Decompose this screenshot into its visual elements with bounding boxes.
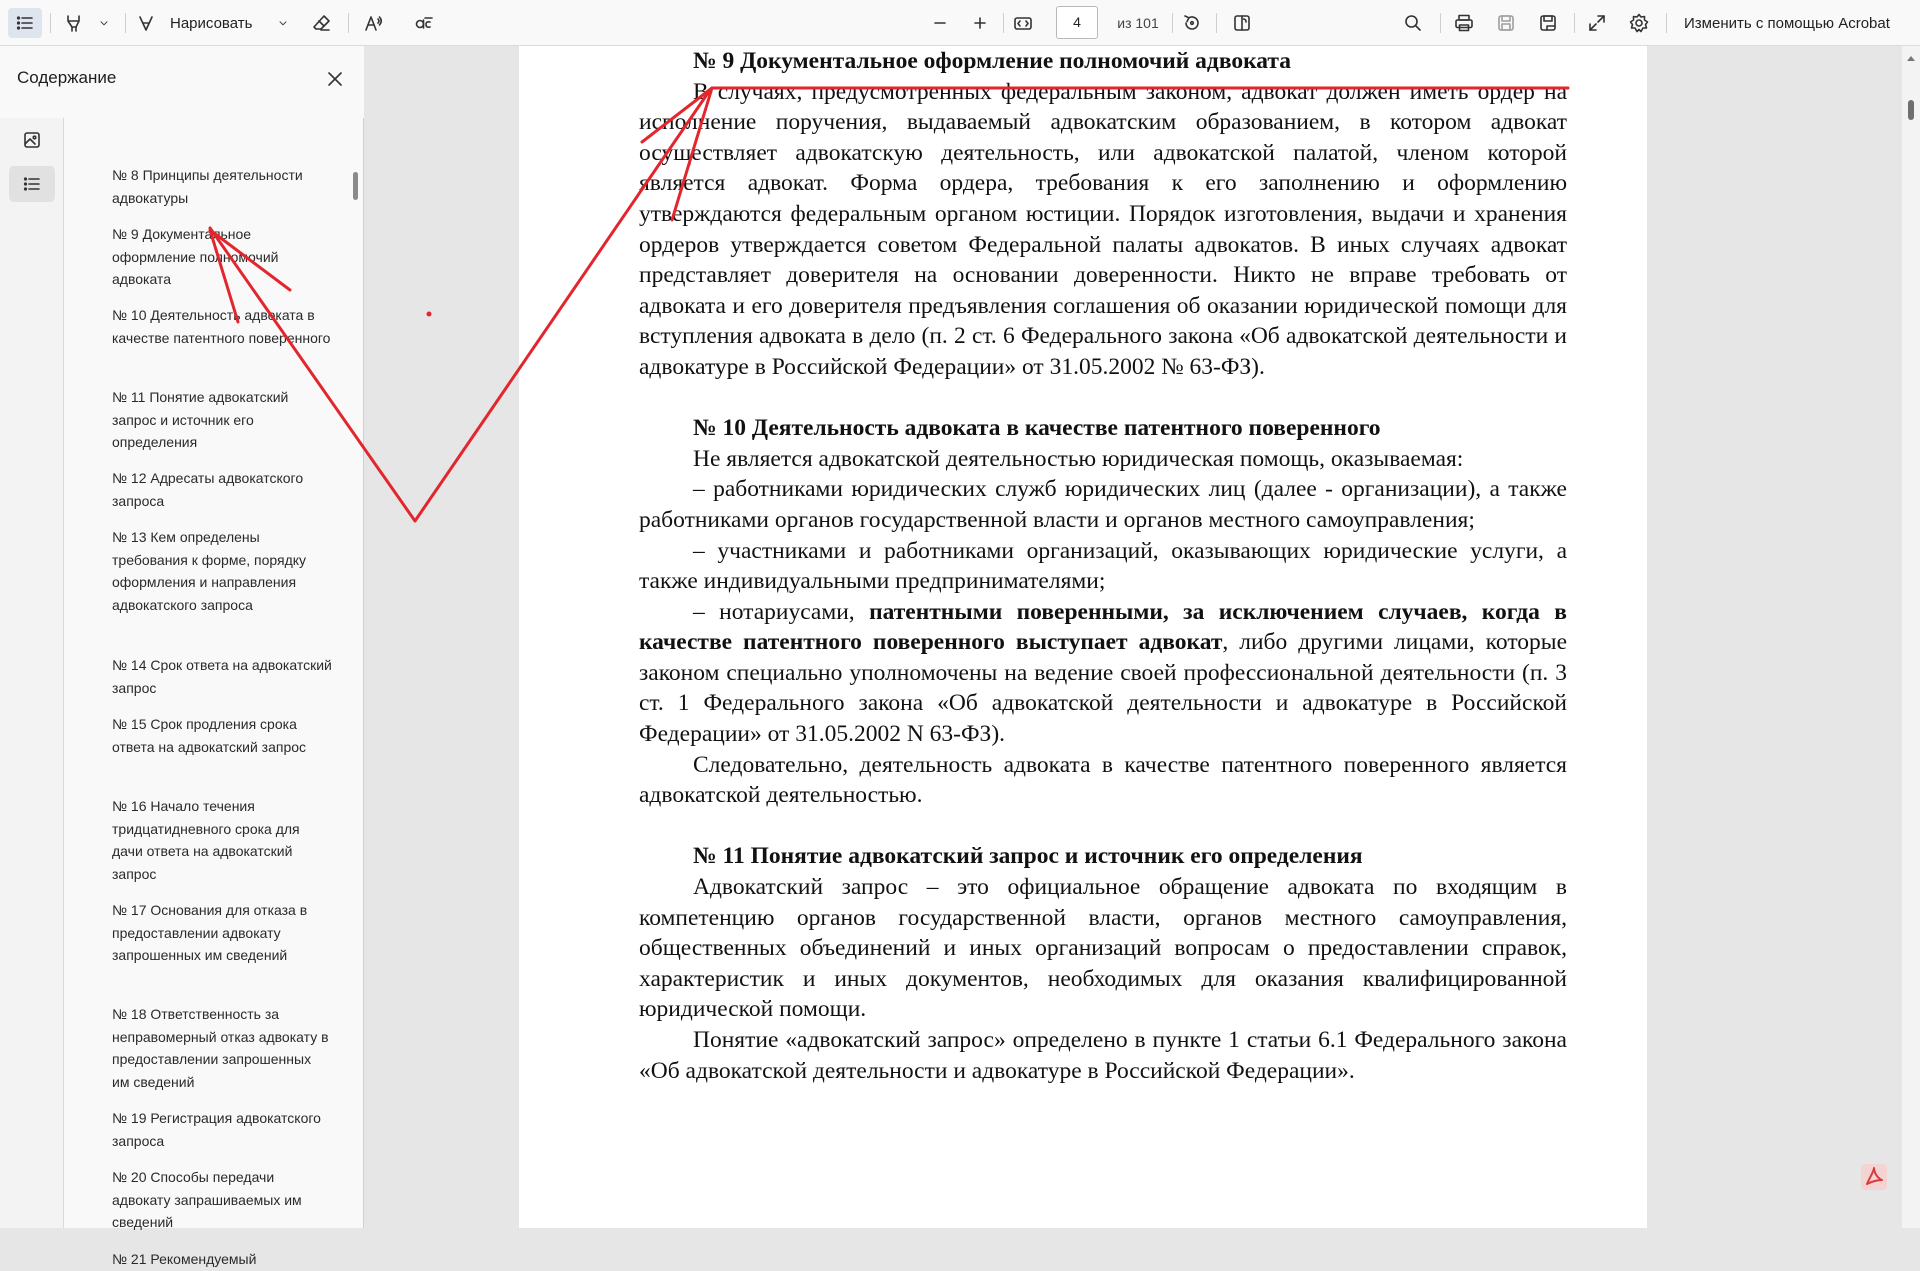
toc-item-10[interactable]: № 10 Деятельность адвоката в качестве патентного поверенного bbox=[112, 307, 331, 346]
section-11-heading: № 11 Понятие адвокатский запрос и источник его определения bbox=[693, 843, 1363, 870]
eraser-icon bbox=[312, 13, 332, 33]
toc-item-17[interactable]: № 17 Основания для отказа в предоставлении адвокату запрошенных им сведений bbox=[112, 902, 308, 964]
paragraph-gap bbox=[639, 383, 1567, 414]
save-button[interactable] bbox=[1489, 8, 1523, 38]
translate-icon bbox=[414, 13, 434, 33]
section-10-paragraph-5: Следовательно, деятельность адвоката в качестве патентного поверенного является адвокатской деятельностью. bbox=[639, 751, 1567, 809]
print-icon bbox=[1454, 13, 1474, 33]
highlighter-icon bbox=[63, 13, 83, 33]
settings-icon bbox=[1629, 13, 1649, 33]
zoom-in-button[interactable] bbox=[963, 8, 997, 38]
rotate-button[interactable] bbox=[1175, 8, 1209, 38]
toolbar-divider bbox=[1440, 13, 1441, 33]
draw-options-button[interactable] bbox=[273, 8, 293, 38]
toolbar-divider bbox=[1666, 13, 1667, 33]
contents-icon bbox=[15, 13, 35, 33]
document-scrollbar[interactable] bbox=[1902, 46, 1920, 1228]
toolbar-divider bbox=[50, 13, 51, 33]
edit-with-acrobat-label: Изменить с помощью Acrobat bbox=[1684, 14, 1890, 32]
highlight-button[interactable] bbox=[56, 8, 90, 38]
toolbar-divider bbox=[1216, 13, 1217, 33]
section-9-paragraph: В случаях, предусмотренных федеральным законом, адвокат должен иметь ордер на исполнение поручения, выдаваемый адвокатским образованием, в котором адвокат осуществляет адвокатскую деятельность, или адвокатской палатой, членом которой является адвокат. Форма ордера, требования к его заполнению и оформлению утверждаются федеральным органом юстиции. Порядок изготовления, выдачи и хранения ордеров утверждается советом Федеральной палаты адвокатов. В иных случаях адвокат представляет доверителя на основании доверенности. Никто не вправе требовать от адвоката и его доверителя предъявления соглашения об оказании юридической помощи для вступления адвоката в дело (п. 2 ст. 6 Федерального закона «Об адвокатской деятельности и адвокатуре в Российской Федерации» от 31.05.2002 № 63-ФЗ). bbox=[639, 78, 1567, 380]
toc-item-9[interactable]: № 9 Документальное оформление полномочий адвоката bbox=[112, 226, 279, 288]
document-scrollbar-thumb[interactable] bbox=[1908, 100, 1914, 120]
section-10-paragraph-4-end: , либо другими лицами, которые законом специально уполномочены на ведение своей профессиональной деятельности (п. 3 ст. 1 Федерального закона «Об адвокатской деятельности и адвокатуре в Российской Федерации» от 31.05.2002 N 63-ФЗ). bbox=[639, 629, 1567, 748]
toc-item-12[interactable]: № 12 Адресаты адвокатского запроса bbox=[112, 470, 304, 509]
document-viewport[interactable] bbox=[364, 46, 1920, 1228]
close-contents-button[interactable] bbox=[320, 64, 350, 94]
section-10-paragraph-4-bold: патентными поверенными, за исключением случаев, когда в качестве патентного поверенного выступает адвокат bbox=[639, 598, 1567, 656]
toolbar bbox=[0, 0, 1920, 46]
contents-toggle-button[interactable] bbox=[8, 8, 42, 38]
print-button[interactable] bbox=[1447, 8, 1481, 38]
save-as-button[interactable] bbox=[1531, 8, 1565, 38]
outline-icon bbox=[22, 174, 42, 194]
page-number-input[interactable]: 4 bbox=[1056, 6, 1098, 39]
toolbar-divider bbox=[1574, 13, 1575, 33]
toolbar-divider bbox=[125, 13, 126, 33]
section-10-paragraph-3: – участниками и работниками организаций, оказывающих юридические услуги, а также индивидуальными предпринимателями; bbox=[639, 537, 1567, 595]
save-icon bbox=[1496, 13, 1516, 33]
draw-button[interactable] bbox=[136, 8, 296, 38]
contents-panel-header bbox=[0, 46, 364, 118]
section-10-paragraph-1: Не является адвокатской деятельностью юридическая помощь, оказываемая: bbox=[693, 445, 1464, 472]
draw-icon bbox=[136, 13, 156, 33]
highlight-options-button[interactable] bbox=[94, 8, 114, 38]
section-11-paragraph-2: Понятие «адвокатский запрос» определено в пункте 1 статьи 6.1 Федерального закона «Об адвокатской деятельности и адвокатуре в Российской Федерации». bbox=[639, 1027, 1567, 1084]
toc-item-19[interactable]: № 19 Регистрация адвокатского запроса bbox=[112, 1110, 321, 1149]
read-aloud-button[interactable] bbox=[357, 8, 391, 38]
page-total bbox=[1108, 8, 1168, 38]
toc-item-11[interactable]: № 11 Понятие адвокатский запрос и источник его определения bbox=[112, 389, 289, 451]
search-button[interactable] bbox=[1396, 8, 1430, 38]
fit-page-icon bbox=[1013, 13, 1033, 33]
contents-scrollbar-thumb[interactable] bbox=[353, 172, 358, 200]
save-as-icon bbox=[1538, 13, 1558, 33]
fullscreen-icon bbox=[1587, 13, 1607, 33]
close-icon bbox=[325, 69, 345, 89]
toolbar-divider bbox=[348, 13, 349, 33]
section-10-heading: № 10 Деятельность адвоката в качестве патентного поверенного bbox=[693, 415, 1381, 442]
outline-button[interactable] bbox=[9, 166, 55, 202]
erase-button[interactable] bbox=[305, 8, 339, 38]
edit-with-acrobat-button[interactable] bbox=[1674, 8, 1914, 38]
thumbnails-button[interactable] bbox=[9, 122, 55, 158]
section-9-heading: № 9 Документальное оформление полномочий адвоката bbox=[693, 48, 1292, 74]
zoom-in-icon bbox=[970, 13, 990, 33]
zoom-out-button[interactable] bbox=[923, 8, 957, 38]
settings-button[interactable] bbox=[1622, 8, 1656, 38]
search-icon bbox=[1403, 13, 1423, 33]
toc-item-8[interactable]: № 8 Принципы деятельности адвокатуры bbox=[112, 167, 303, 206]
toc-item-21[interactable]: № 21 Рекомендуемый bbox=[112, 1251, 257, 1267]
toc-item-13[interactable]: № 13 Кем определены требования к форме, порядку оформления и направления адвокатского запроса bbox=[112, 529, 307, 613]
rotate-icon bbox=[1182, 13, 1202, 33]
scroll-up-icon[interactable] bbox=[1902, 50, 1920, 68]
pdf-page bbox=[519, 46, 1647, 1228]
page-view-button[interactable] bbox=[1225, 8, 1259, 38]
fit-page-button[interactable] bbox=[1006, 8, 1040, 38]
pdf-icon bbox=[1860, 1163, 1888, 1191]
toolbar-divider bbox=[1172, 13, 1173, 33]
section-10-paragraph-2: – работниками юридических служб юридических лиц (далее - организации), а также работниками органов государственной власти и органов местного самоуправления; bbox=[639, 476, 1567, 533]
paragraph-gap bbox=[639, 811, 1567, 842]
section-10-paragraph-4 bbox=[639, 597, 1567, 750]
translate-button[interactable] bbox=[407, 8, 441, 38]
chevron-down-icon bbox=[277, 17, 289, 29]
toolbar-divider bbox=[1003, 13, 1004, 33]
thumbnails-icon bbox=[22, 130, 42, 150]
side-rail bbox=[0, 118, 64, 1228]
toc-item-18[interactable]: № 18 Ответственность за неправомерный отказ адвокату в предоставлении запрошенных им сведений bbox=[112, 1006, 329, 1090]
section-10-paragraph-4-start: – нотариусами, bbox=[693, 598, 870, 625]
read-aloud-icon bbox=[364, 13, 384, 33]
toc-item-20[interactable]: № 20 Способы передачи адвокату запрашиваемых им сведений bbox=[112, 1169, 302, 1231]
page-text bbox=[639, 46, 1567, 1086]
section-11-paragraph-1: Адвокатский запрос – это официальное обращение адвоката по входящим в компетенцию органов государственной власти, органов местного самоуправления, общественных объединений и иных организаций вопросам о предоставлении справок, характеристик и иных документов, необходимых для оказания квалифицированной юридической помощи. bbox=[639, 874, 1567, 1023]
toc-item-14[interactable]: № 14 Срок ответа на адвокатский запрос bbox=[112, 657, 332, 696]
draw-label: Нарисовать bbox=[170, 14, 253, 32]
page-view-icon bbox=[1232, 13, 1252, 33]
toc-item-15[interactable]: № 15 Срок продления срока ответа на адвокатский запрос bbox=[112, 716, 307, 755]
chevron-down-icon bbox=[98, 17, 110, 29]
toc-item-16[interactable]: № 16 Начало течения тридцатидневного срока для дачи ответа на адвокатский запрос bbox=[112, 798, 300, 882]
table-of-contents bbox=[64, 118, 354, 1267]
page-total-label: из 101 bbox=[1117, 15, 1159, 31]
zoom-out-icon bbox=[930, 13, 950, 33]
contents-panel-title: Содержание bbox=[17, 68, 117, 87]
fullscreen-button[interactable] bbox=[1580, 8, 1614, 38]
